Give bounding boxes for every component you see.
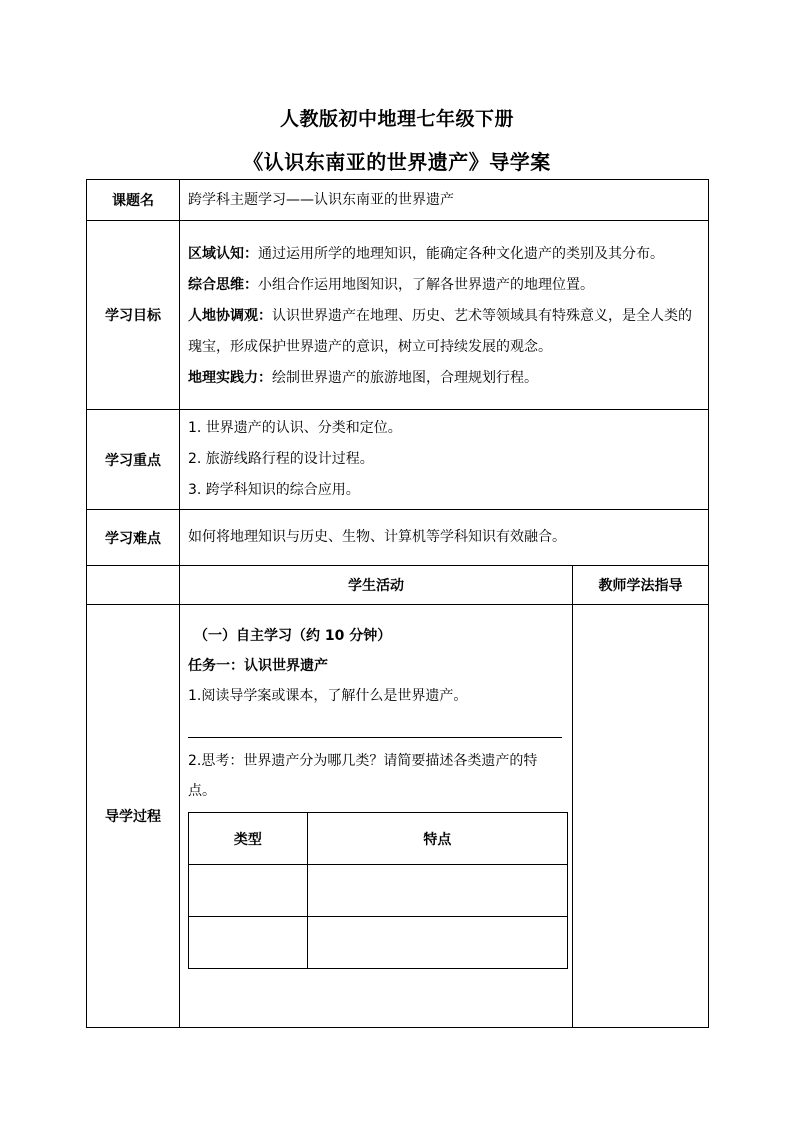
teacher-guidance-header: 教师学法指导 <box>573 566 709 605</box>
document-title: 人教版初中地理七年级下册 <box>279 108 514 130</box>
goal-text: 通过运用所学的地理知识，能确定各种文化遗产的类别及其分布。 <box>258 245 664 262</box>
goal-key: 人地协调观： <box>188 307 272 324</box>
goal-key: 地理实践力： <box>188 369 272 386</box>
question-1: 1.阅读导学案或课本，了解什么是世界遗产。 <box>188 688 468 704</box>
topic-value: 跨学科主题学习——认识东南亚的世界遗产 <box>188 191 454 208</box>
table-row <box>87 221 709 410</box>
goals-label: 学习目标 <box>87 221 180 410</box>
question-2: 2.思考：世界遗产分为哪几类？请简要描述各类遗产的特点。 <box>188 753 538 799</box>
table-row <box>189 813 568 865</box>
table-row <box>189 865 568 917</box>
table-row <box>87 605 709 1028</box>
section-heading: （一）自主学习（约 10 分钟） <box>194 628 392 644</box>
empty-cell <box>87 566 180 605</box>
study-guide-table <box>86 179 709 1028</box>
table-row <box>87 566 709 605</box>
focus-cell <box>180 410 709 510</box>
goal-item <box>188 239 704 270</box>
table-row <box>87 510 709 566</box>
feature-answer-cell[interactable] <box>307 917 567 969</box>
type-header: 类型 <box>189 813 308 865</box>
feature-header: 特点 <box>307 813 567 865</box>
focus-item: 1. 世界遗产的认识、分类和定位。 <box>188 420 402 436</box>
goal-text: 绘制世界遗产的旅游地图，合理规划行程。 <box>272 369 538 386</box>
table-row <box>87 410 709 510</box>
goal-item <box>188 301 704 363</box>
type-answer-cell[interactable] <box>189 917 308 969</box>
goal-key: 区域认知： <box>188 245 258 262</box>
type-answer-cell[interactable] <box>189 865 308 917</box>
goal-text: 认识世界遗产在地理、历史、艺术等领域具有特殊意义，是全人类的瑰宝，形成保护世界遗产的意识，树立可持续发展的观念。 <box>188 307 692 355</box>
document-subtitle: 《认识东南亚的世界遗产》导学案 <box>243 150 551 174</box>
goal-item <box>188 363 704 394</box>
feature-answer-cell[interactable] <box>307 865 567 917</box>
focus-item: 3. 跨学科知识的综合应用。 <box>188 482 360 498</box>
teacher-guidance-cell[interactable] <box>573 605 709 1028</box>
process-label: 导学过程 <box>87 605 180 1028</box>
goal-item <box>188 270 704 301</box>
student-activity-header: 学生活动 <box>180 566 573 605</box>
goals-cell <box>180 221 709 410</box>
difficulty-value: 如何将地理知识与历史、生物、计算机等学科知识有效融合。 <box>188 529 566 545</box>
heritage-type-table <box>188 812 568 969</box>
topic-label: 课题名 <box>87 180 180 221</box>
focus-item: 2. 旅游线路行程的设计过程。 <box>188 451 374 467</box>
table-row <box>189 917 568 969</box>
answer-line[interactable] <box>188 711 562 738</box>
topic-cell <box>180 180 709 221</box>
table-row <box>87 180 709 221</box>
goal-text: 小组合作运用地图知识，了解各世界遗产的地理位置。 <box>258 276 594 293</box>
focus-label: 学习重点 <box>87 410 180 510</box>
difficulty-label: 学习难点 <box>87 510 180 566</box>
process-cell <box>180 605 573 1028</box>
goal-key: 综合思维： <box>188 276 258 293</box>
difficulty-cell <box>180 510 709 566</box>
task-heading: 任务一：认识世界遗产 <box>188 658 328 674</box>
